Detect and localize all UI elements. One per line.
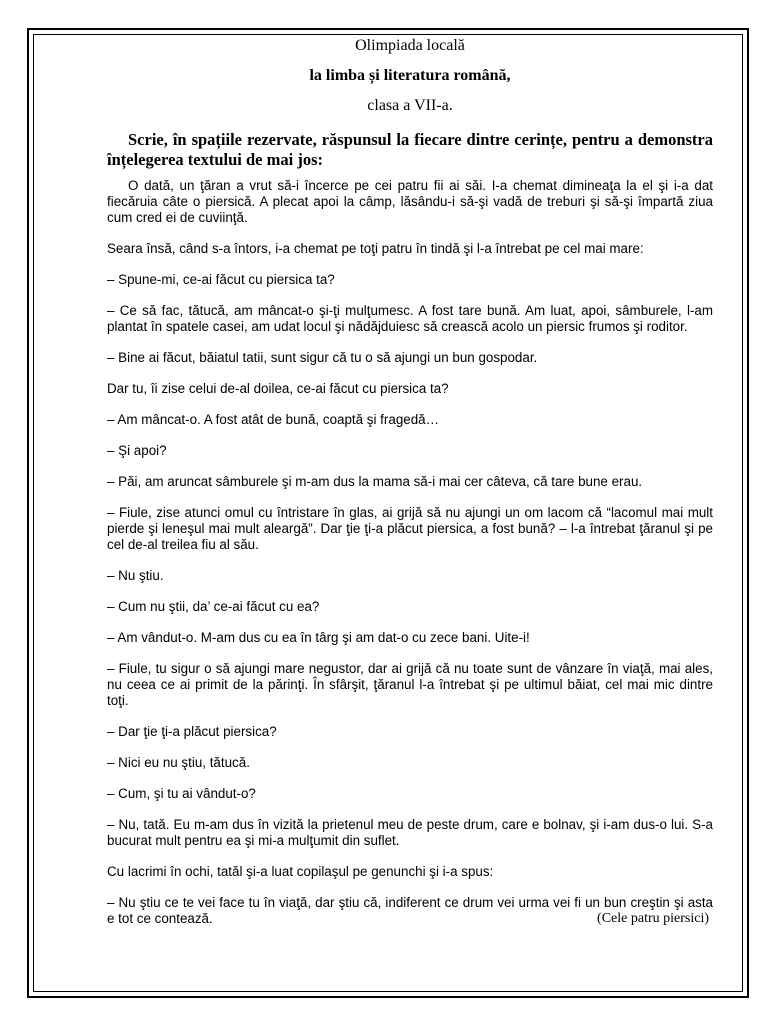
paragraph-4: – Ce să fac, tătucă, am mâncat-o şi-ţi mulţumesc. A fost tare bună. Am luat, apoi, sâmburele, l-am plantat în spatele casei, am udat locul şi nădăjduiesc să crească acolo un piersic frumos şi roditor. <box>107 303 713 334</box>
header-title-line3: clasa a VII-a. <box>367 97 453 114</box>
document-content <box>107 36 713 942</box>
paragraph-1: O dată, un ţăran a vrut să-i încerce pe cei patru fii ai săi. I-a chemat dimineaţa la el şi i-a dat fiecăruia câte o piersică. A plecat apoi la câmp, lăsându-i să-şi vadă de treburi şi să-şi împartă ziua cum cred ei de cuviinţă. <box>107 178 713 225</box>
paragraph-15: – Dar ţie ţi-a plăcut piersica? <box>107 724 277 739</box>
header-title-line2: la limba și literatura română, <box>309 67 511 84</box>
paragraph-11: – Nu ştiu. <box>107 568 164 583</box>
paragraph-2: Seara însă, când s-a întors, i-a chemat pe toţi patru în tindă şi l-a întrebat pe cel mai mare: <box>107 241 644 256</box>
source-signature: (Cele patru piersici) <box>597 911 709 926</box>
paragraph-10: – Fiule, zise atunci omul cu întristare în glas, ai grijă să nu ajungi un om lacom că “lacomul mai mult pierde şi leneşul mai mult aleargă”. Dar ţie ţi-a plăcut piersica, a fost bună? – l-a întrebat ţăranul şi pe cel de-al treilea fiu al său. <box>107 505 713 552</box>
paragraph-18: – Nu, tată. Eu m-am dus în vizită la prietenul meu de peste drum, care e bolnav, şi i-am dus-o lui. S-a bucurat mult pentru ea şi mi-a mulţumit din suflet. <box>107 817 713 848</box>
instruction-text: Scrie, în spațiile rezervate, răspunsul la fiecare dintre cerințe, pentru a demonstra înțelegerea textului de mai jos: <box>107 130 713 169</box>
paragraph-19: Cu lacrimi în ochi, tatăl şi-a luat copilaşul pe genunchi şi i-a spus: <box>107 864 494 879</box>
header-title-line1: Olimpiada locală <box>355 37 465 54</box>
paragraph-6: Dar tu, îi zise celui de-al doilea, ce-ai făcut cu piersica ta? <box>107 381 449 396</box>
paragraph-5: – Bine ai făcut, băiatul tatii, sunt sigur că tu o să ajungi un bun gospodar. <box>107 350 538 365</box>
paragraph-8: – Şi apoi? <box>107 443 167 458</box>
paragraph-16: – Nici eu nu ştiu, tătucă. <box>107 755 250 770</box>
paragraph-20-text: – Nu ştiu ce te vei face tu în viaţă, dar ştiu că, indiferent ce drum vei urma vei fi un bun creştin şi asta e tot ce contează. <box>107 895 713 926</box>
paragraph-14: – Fiule, tu sigur o să ajungi mare negustor, dar ai grijă că nu toate sunt de vânzare în viaţă, mai ales, nu ceea ce ai primit de la părinţi. În sfârşit, ţăranul l-a întrebat şi pe ultimul băiat, cel mai mic dintre toţi. <box>107 661 713 708</box>
paragraph-12: – Cum nu ştii, da’ ce-ai făcut cu ea? <box>107 599 320 614</box>
paragraph-17: – Cum, şi tu ai vândut-o? <box>107 786 256 801</box>
paragraph-7: – Am mâncat-o. A fost atât de bună, coaptă şi fragedă… <box>107 412 439 427</box>
paragraph-3: – Spune-mi, ce-ai făcut cu piersica ta? <box>107 272 335 287</box>
paragraph-20 <box>107 895 713 927</box>
paragraph-9: – Păi, am aruncat sâmburele şi m-am dus la mama să-i mai cer câteva, că tare bune erau. <box>107 474 643 489</box>
paragraph-13: – Am vândut-o. M-am dus cu ea în târg şi am dat-o cu zece bani. Uite-i! <box>107 630 530 645</box>
